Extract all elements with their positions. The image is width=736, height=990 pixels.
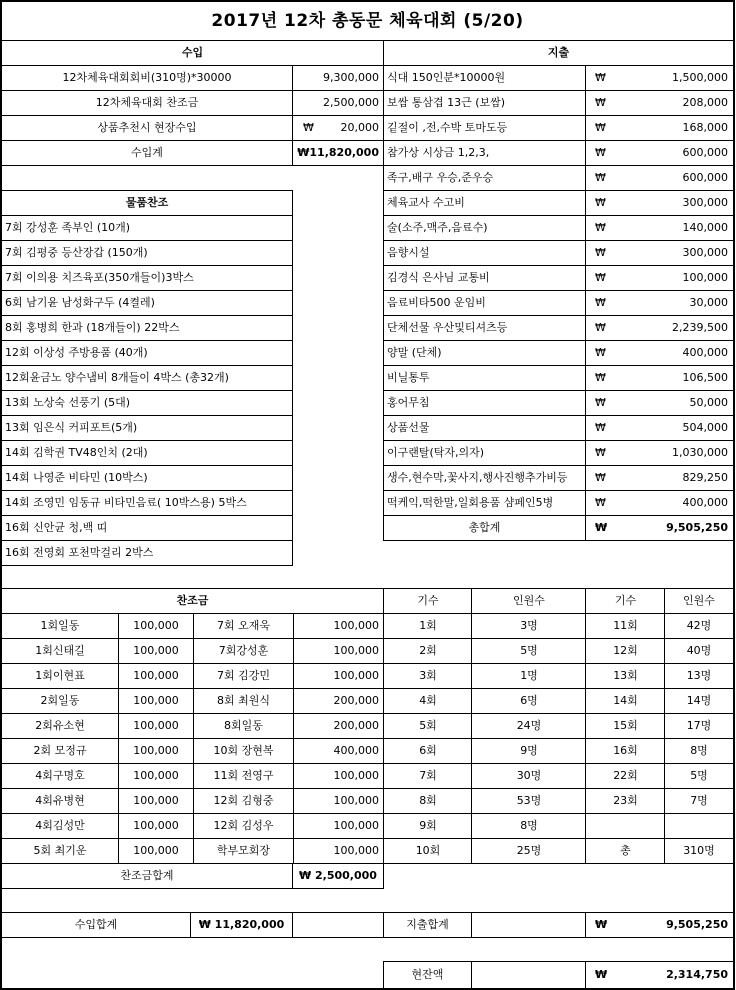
sponsor-name: 2회일동: [40, 693, 80, 707]
goods-item: 12회 이상성 주방용품 (40개): [5, 345, 148, 359]
attendance-cell: 12회: [613, 643, 638, 657]
grid-line: [292, 190, 293, 566]
sponsor-name: 4회구명호: [35, 768, 85, 782]
expense-label: 단체선물 우산및티셔츠등: [387, 320, 508, 334]
sponsor-name: 1회일동: [40, 618, 80, 632]
expense-amount: 400,000: [682, 345, 728, 359]
attendance-cell: 5회: [419, 718, 437, 732]
sponsor-name: 1회이현표: [35, 668, 85, 682]
expense-amount: 30,000: [689, 295, 728, 309]
attendance-cell: 8회: [419, 793, 437, 807]
grid-line: [471, 912, 472, 938]
attendance-cell: 3회: [419, 668, 437, 682]
goods-item: 7회 이의용 치즈육포(350개들이)3박스: [5, 270, 194, 284]
won-sign: ₩: [595, 495, 606, 509]
grid-line: [0, 165, 384, 166]
won-sign: ₩: [595, 245, 606, 259]
expense-label: 떡케익,떡한말,일회용품 샴페인5병: [387, 495, 554, 509]
expense-amount: 600,000: [682, 170, 728, 184]
sponsor-amount: 100,000: [133, 693, 179, 707]
attendance-cell: 40명: [686, 643, 712, 657]
won-sign: ₩: [595, 220, 606, 234]
sponsor-name: 1회신태길: [35, 643, 85, 657]
goods-item: 6회 남기윤 남성화구두 (4켤레): [5, 295, 155, 309]
income-amount: 9,300,000: [323, 70, 379, 84]
attendance-cell: 53명: [516, 793, 542, 807]
attendance-cell: 9회: [419, 818, 437, 832]
sponsor-name: 2회 모정규: [33, 743, 87, 757]
won-sign: ₩: [303, 120, 314, 134]
won-sign: ₩: [595, 445, 606, 459]
attendance-cell: 2회: [419, 643, 437, 657]
sponsor-amount: 100,000: [133, 668, 179, 682]
sponsor-name: 4회김성만: [35, 818, 85, 832]
sheet-title: 2017년 12차 총동문 체육대회 (5/20): [211, 11, 524, 31]
sponsor-total-label: 찬조금합계: [120, 868, 174, 882]
attendance-cell: 23회: [613, 793, 638, 807]
attendance-cell: 14회: [613, 693, 638, 707]
expense-amount: 300,000: [682, 195, 728, 209]
won-sign: ₩: [595, 270, 606, 284]
income-amount: 20,000: [340, 120, 379, 134]
won-sign: ₩: [595, 70, 606, 84]
grid-line: [471, 961, 472, 990]
sponsor-amount: 100,000: [133, 843, 179, 857]
goods-item: 13회 임은식 커피포트(5개): [5, 420, 138, 434]
sponsor-name: 2회유소현: [35, 718, 85, 732]
grid-line: [733, 0, 735, 990]
expense-amount: 208,000: [682, 95, 728, 109]
expense-amount: 600,000: [682, 145, 728, 159]
won-sign: ₩: [595, 145, 606, 159]
income-label: 12차체육대회 찬조금: [95, 95, 199, 109]
expense-label: 식대 150인분*10000원: [387, 70, 506, 84]
attendance-header: 기수: [614, 593, 637, 607]
won-sign: ₩: [595, 395, 606, 409]
sponsor-amount: 100,000: [333, 843, 379, 857]
expense-amount: 168,000: [682, 120, 728, 134]
attendance-cell: [586, 813, 665, 838]
sponsor-amount: 100,000: [333, 668, 379, 682]
attendance-cell: 24명: [516, 718, 542, 732]
income-amount: 2,500,000: [323, 95, 379, 109]
income-sum-label: 수입합계: [74, 917, 118, 931]
balance-amount: 2,314,750: [666, 967, 728, 981]
attendance-cell: 3명: [520, 618, 538, 632]
income-label: 12차체육대회회비(310명)*30000: [62, 70, 232, 84]
expense-label: 양말 (단체): [387, 345, 442, 359]
attendance-cell: 7명: [690, 793, 708, 807]
expense-label: 상품선물: [387, 420, 430, 434]
goods-header: 물품찬조: [125, 195, 169, 209]
sponsor-name: 7회 오재욱: [217, 618, 270, 632]
attendance-cell: 9명: [520, 743, 538, 757]
attendance-cell: 7회: [419, 768, 437, 782]
expense-label: 생수,현수막,꽃사지,행사진행추가비등: [387, 470, 568, 484]
attendance-cell: 8명: [690, 743, 708, 757]
won-sign: ₩: [595, 420, 606, 434]
income-total-label: 수입계: [131, 145, 163, 159]
sponsor-amount: 200,000: [333, 718, 379, 732]
attendance-cell: 4회: [419, 693, 437, 707]
goods-item: 16회 신안균 청,백 띠: [5, 520, 108, 534]
sponsor-name: 10회 장현복: [213, 743, 274, 757]
expense-label: 음향시설: [387, 245, 430, 259]
expense-label: 이구랜탈(탁자,의자): [387, 445, 485, 459]
expense-amount: 300,000: [682, 245, 728, 259]
grid-line: [292, 912, 293, 938]
expense-label: 술(소주,맥주,음료수): [387, 220, 488, 234]
won-sign: ₩: [595, 120, 606, 134]
attendance-cell: 30명: [516, 768, 542, 782]
expense-amount: 100,000: [682, 270, 728, 284]
grid-line: [0, 888, 384, 889]
sponsor-name: 12회 김형중: [213, 793, 274, 807]
goods-item: 14회 나영준 비타민 (10박스): [5, 470, 148, 484]
attendance-cell: 총: [620, 843, 631, 857]
sponsor-amount: 100,000: [133, 818, 179, 832]
goods-item: 12회윤금노 양수냄비 8개들이 4박스 (총32개): [5, 370, 229, 384]
sponsor-amount: 100,000: [333, 643, 379, 657]
won-sign: ₩: [595, 195, 606, 209]
goods-item: 14회 김학권 TV48인치 (2대): [5, 445, 148, 459]
attendance-cell: 8명: [520, 818, 538, 832]
attendance-header: 인원수: [683, 593, 715, 607]
expense-header: 지출: [547, 45, 570, 59]
sponsor-name: 7회강성훈: [218, 643, 269, 657]
attendance-cell: 310명: [683, 843, 715, 857]
attendance-cell: 17명: [686, 718, 712, 732]
expense-label: 김경식 은사님 교통비: [387, 270, 490, 284]
expense-label: 비닐통투: [387, 370, 430, 384]
goods-item: 14회 조영민 임동규 비타민음료( 10박스용) 5박스: [5, 495, 247, 509]
expense-label: 홍어무침: [387, 395, 430, 409]
attendance-cell: 6회: [419, 743, 437, 757]
expense-total-label: 총합계: [468, 520, 501, 534]
expense-label: 보쌈 통삼겹 13근 (보쌈): [387, 95, 506, 109]
won-sign: ₩: [595, 370, 606, 384]
expense-amount: 400,000: [682, 495, 728, 509]
expense-amount: 106,500: [682, 370, 728, 384]
goods-item: 13회 노상숙 선풍기 (5대): [5, 395, 131, 409]
won-sign: ₩: [595, 520, 608, 534]
attendance-cell: 1명: [520, 668, 538, 682]
won-sign: ₩: [595, 967, 608, 981]
sponsor-header: 찬조금: [176, 593, 209, 607]
grid-line: [0, 565, 293, 566]
expense-sum-label: 지출합계: [406, 917, 449, 931]
sponsor-amount: 100,000: [133, 768, 179, 782]
attendance-cell: [665, 813, 733, 838]
expense-sum-amount: 9,505,250: [666, 917, 728, 931]
attendance-cell: 6명: [520, 693, 538, 707]
sponsor-amount: 100,000: [133, 743, 179, 757]
attendance-cell: 13회: [613, 668, 638, 682]
sponsor-name: 4회유병현: [35, 793, 85, 807]
grid-line: [0, 937, 735, 938]
sponsor-amount: 100,000: [333, 768, 379, 782]
goods-item: 7회 강성훈 족부인 (10개): [5, 220, 131, 234]
sponsor-name: 5회 최기운: [33, 843, 87, 857]
attendance-cell: 5명: [520, 643, 538, 657]
attendance-cell: 14명: [686, 693, 712, 707]
sponsor-amount: 100,000: [133, 618, 179, 632]
sponsor-amount: 100,000: [333, 793, 379, 807]
won-sign: ₩: [595, 470, 606, 484]
attendance-cell: 25명: [516, 843, 542, 857]
won-sign: ₩: [595, 345, 606, 359]
goods-item: 16회 전영회 포천막걸리 2박스: [5, 545, 154, 559]
attendance-cell: 16회: [613, 743, 638, 757]
sponsor-name: 7회 김강민: [217, 668, 270, 682]
attendance-cell: 15회: [613, 718, 638, 732]
sponsor-name: 11회 전영구: [213, 768, 274, 782]
sponsor-name: 8회 최원식: [217, 693, 270, 707]
expense-amount: 140,000: [682, 220, 728, 234]
attendance-cell: 11회: [613, 618, 638, 632]
sponsor-name: 12회 김성우: [213, 818, 274, 832]
won-sign: ₩: [595, 170, 606, 184]
sponsor-amount: 100,000: [133, 643, 179, 657]
balance-label: 현잔액: [411, 967, 444, 981]
expense-amount: 829,250: [682, 470, 728, 484]
attendance-cell: 13명: [686, 668, 712, 682]
attendance-cell: 1회: [419, 618, 437, 632]
sponsor-name: 8회일동: [224, 718, 263, 732]
income-sum-amount: ₩ 11,820,000: [198, 917, 285, 931]
sponsor-amount: 100,000: [333, 618, 379, 632]
expense-label: 족구,배구 우승,준우승: [387, 170, 494, 184]
won-sign: ₩: [595, 917, 608, 931]
attendance-header: 기수: [417, 593, 439, 607]
grid-line: [383, 540, 735, 541]
attendance-header: 인원수: [513, 593, 545, 607]
sponsor-amount: 400,000: [333, 743, 379, 757]
expense-amount: 1,030,000: [672, 445, 728, 459]
expense-label: 음료비타500 운임비: [387, 295, 486, 309]
expense-amount: 50,000: [689, 395, 728, 409]
income-label: 상품추천시 현장수입: [97, 120, 197, 134]
expense-label: 참가상 시상금 1,2,3,: [387, 145, 490, 159]
goods-item: 8회 홍병희 한과 (18개들이) 22박스: [5, 320, 180, 334]
sponsor-amount: 100,000: [133, 793, 179, 807]
expense-amount: 504,000: [682, 420, 728, 434]
attendance-cell: 10회: [415, 843, 441, 857]
sponsor-name: 학부모회장: [216, 843, 271, 857]
attendance-cell: 42명: [686, 618, 712, 632]
sponsor-amount: 100,000: [133, 718, 179, 732]
sponsor-total-amount: ₩ 2,500,000: [299, 868, 377, 882]
won-sign: ₩: [595, 320, 606, 334]
income-total-amount: ₩11,820,000: [297, 145, 379, 159]
sponsor-amount: 200,000: [333, 693, 379, 707]
attendance-cell: 5명: [690, 768, 708, 782]
won-sign: ₩: [595, 295, 606, 309]
expense-amount: 2,239,500: [672, 320, 728, 334]
expense-amount: 1,500,000: [672, 70, 728, 84]
income-header: 수입: [181, 45, 204, 59]
attendance-cell: 22회: [613, 768, 638, 782]
expense-total-amount: 9,505,250: [666, 520, 728, 534]
expense-label: 체육교사 수고비: [387, 195, 465, 209]
sponsor-amount: 100,000: [333, 818, 379, 832]
won-sign: ₩: [595, 95, 606, 109]
expense-label: 깉절이 ,전,수박 토마도등: [387, 120, 508, 134]
goods-item: 7회 김평중 등산장갑 (150개): [5, 245, 148, 259]
